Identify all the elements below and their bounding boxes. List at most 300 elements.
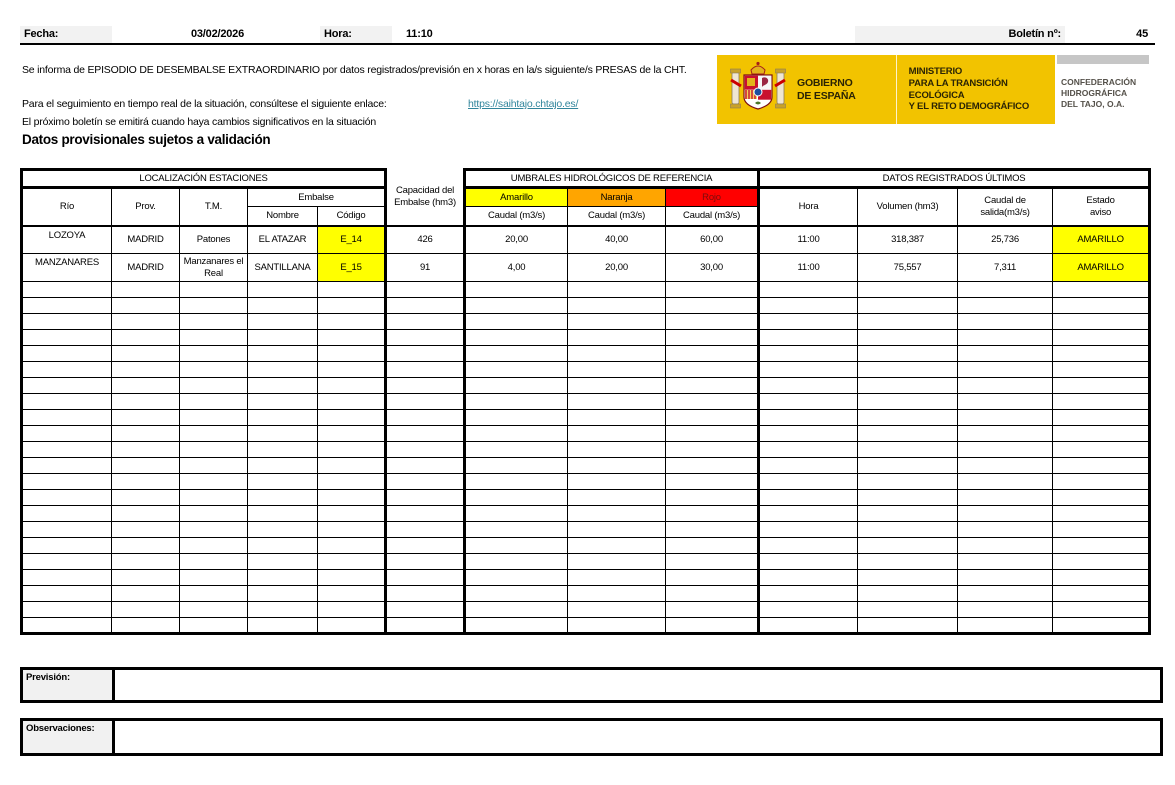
cell-empty bbox=[248, 458, 318, 474]
cell-empty bbox=[759, 602, 858, 618]
cell-empty bbox=[759, 282, 858, 298]
logo-divider bbox=[896, 55, 897, 124]
cell-empty bbox=[568, 362, 666, 378]
cell-empty bbox=[958, 506, 1053, 522]
cell-empty bbox=[112, 458, 180, 474]
cell-empty bbox=[22, 346, 112, 362]
intro-line-2: Para el seguimiento en tiempo real de la situación, consúltese el siguiente enlace: bbox=[22, 98, 387, 110]
col-prov: Prov. bbox=[112, 188, 180, 226]
cell-empty bbox=[568, 586, 666, 602]
cell-empty bbox=[1053, 474, 1150, 490]
cell-empty bbox=[248, 474, 318, 490]
logo-block bbox=[717, 55, 1152, 124]
table-row-empty bbox=[22, 602, 1150, 618]
cell-empty bbox=[759, 410, 858, 426]
table-header-row-1 bbox=[22, 188, 1150, 207]
cell-empty bbox=[112, 474, 180, 490]
cell-empty bbox=[22, 618, 112, 634]
header-divider bbox=[20, 43, 1155, 45]
col-caudal-salida: Caudal de salida(m3/s) bbox=[958, 188, 1053, 226]
status-badge: AMARILLO bbox=[1053, 226, 1150, 254]
table-row-empty bbox=[22, 330, 1150, 346]
cell-empty bbox=[22, 506, 112, 522]
cell-empty bbox=[759, 554, 858, 570]
cell-empty bbox=[568, 458, 666, 474]
cell-empty bbox=[465, 346, 568, 362]
cell-empty bbox=[1053, 362, 1150, 378]
cell-empty bbox=[759, 538, 858, 554]
ministerio-text: MINISTERIO PARA LA TRANSICIÓN ECOLÓGICA Y EL RETO DEMOGRÁFICO bbox=[908, 65, 1030, 113]
band-localizacion: LOCALIZACIÓN ESTACIONES bbox=[22, 170, 386, 188]
cell-empty bbox=[858, 282, 958, 298]
col-naranja: Naranja bbox=[568, 188, 666, 207]
stations-table bbox=[20, 168, 1151, 635]
cell-empty bbox=[318, 570, 386, 586]
cell-empty bbox=[22, 426, 112, 442]
table-row-empty bbox=[22, 506, 1150, 522]
cell-empty bbox=[759, 618, 858, 634]
table-row-empty bbox=[22, 314, 1150, 330]
cell-empty bbox=[386, 330, 465, 346]
col-codigo: Código bbox=[318, 207, 386, 226]
table-row-lozoya bbox=[22, 226, 1150, 254]
cell-empty bbox=[112, 426, 180, 442]
cell-empty bbox=[112, 282, 180, 298]
cell-empty bbox=[666, 298, 759, 314]
cell-empty bbox=[958, 346, 1053, 362]
cell-empty bbox=[386, 362, 465, 378]
cell-empty bbox=[958, 570, 1053, 586]
table-row-empty bbox=[22, 378, 1150, 394]
cell-empty bbox=[465, 410, 568, 426]
cell-empty bbox=[666, 394, 759, 410]
fecha-value: 03/02/2026 bbox=[190, 28, 245, 40]
cell-empty bbox=[666, 474, 759, 490]
cell-empty bbox=[248, 394, 318, 410]
cell-empty bbox=[112, 570, 180, 586]
cell-empty bbox=[180, 490, 248, 506]
spain-coat-of-arms-icon bbox=[729, 60, 787, 119]
table-row-empty bbox=[22, 426, 1150, 442]
cell-empty bbox=[465, 394, 568, 410]
col-capacidad: Capacidad del Embalse (hm3) bbox=[386, 170, 465, 226]
confederacion-block bbox=[1057, 55, 1152, 124]
cell-empty bbox=[318, 330, 386, 346]
cell-empty bbox=[1053, 602, 1150, 618]
cell-empty bbox=[858, 394, 958, 410]
cell-empty bbox=[318, 394, 386, 410]
cell-empty bbox=[958, 394, 1053, 410]
cell-hora: 11:00 bbox=[759, 226, 858, 254]
intro-line-3: El próximo boletín se emitirá cuando haya cambios significativos en la situación bbox=[22, 116, 377, 128]
cell-hora: 11:00 bbox=[759, 254, 858, 282]
table-row-empty bbox=[22, 474, 1150, 490]
cell-empty bbox=[568, 538, 666, 554]
cell-empty bbox=[22, 554, 112, 570]
col-caudal-amarillo: Caudal (m3/s) bbox=[465, 207, 568, 226]
cell-umbral-naranja: 20,00 bbox=[568, 254, 666, 282]
cell-empty bbox=[666, 586, 759, 602]
cell-empty bbox=[22, 410, 112, 426]
cell-empty bbox=[465, 474, 568, 490]
cell-empty bbox=[22, 490, 112, 506]
cell-empty bbox=[958, 442, 1053, 458]
cell-empty bbox=[248, 522, 318, 538]
cell-empty bbox=[248, 506, 318, 522]
cell-empty bbox=[318, 282, 386, 298]
cell-empty bbox=[22, 602, 112, 618]
cell-empty bbox=[318, 522, 386, 538]
cell-empty bbox=[112, 410, 180, 426]
col-volumen: Volumen (hm3) bbox=[858, 188, 958, 226]
cell-empty bbox=[112, 330, 180, 346]
cell-empty bbox=[1053, 426, 1150, 442]
status-badge: AMARILLO bbox=[1053, 254, 1150, 282]
cell-empty bbox=[958, 586, 1053, 602]
col-estado: Estado aviso bbox=[1053, 188, 1150, 226]
cell-empty bbox=[666, 314, 759, 330]
col-amarillo: Amarillo bbox=[465, 188, 568, 207]
cell-empty bbox=[1053, 330, 1150, 346]
cell-empty bbox=[858, 554, 958, 570]
cell-empty bbox=[465, 282, 568, 298]
cell-empty bbox=[958, 378, 1053, 394]
boletin-label: Boletín nº: bbox=[855, 26, 1065, 43]
col-rio: Río bbox=[22, 188, 112, 226]
cell-empty bbox=[386, 378, 465, 394]
observaciones-box bbox=[20, 718, 1163, 756]
cell-empty bbox=[180, 394, 248, 410]
cell-empty bbox=[248, 618, 318, 634]
cell-empty bbox=[666, 346, 759, 362]
cell-empty bbox=[180, 442, 248, 458]
prevision-box bbox=[20, 667, 1163, 703]
cell-empty bbox=[666, 506, 759, 522]
cell-empty bbox=[22, 570, 112, 586]
cell-empty bbox=[1053, 442, 1150, 458]
cell-caudal-salida: 7,311 bbox=[958, 254, 1053, 282]
table-row-empty bbox=[22, 570, 1150, 586]
cell-empty bbox=[958, 362, 1053, 378]
cell-empty bbox=[1053, 570, 1150, 586]
cell-empty bbox=[465, 426, 568, 442]
cell-empty bbox=[759, 474, 858, 490]
gobierno-banner bbox=[717, 55, 1055, 124]
col-tm: T.M. bbox=[180, 188, 248, 226]
cell-empty bbox=[112, 506, 180, 522]
col-embalse: Embalse bbox=[248, 188, 386, 207]
cell-empty bbox=[180, 362, 248, 378]
cell-empty bbox=[386, 458, 465, 474]
cell-empty bbox=[568, 378, 666, 394]
cell-empty bbox=[759, 394, 858, 410]
cell-empty bbox=[22, 282, 112, 298]
cell-empty bbox=[568, 602, 666, 618]
cell-empty bbox=[759, 586, 858, 602]
cell-empty bbox=[180, 410, 248, 426]
cell-umbral-amarillo: 4,00 bbox=[465, 254, 568, 282]
cell-empty bbox=[666, 410, 759, 426]
cell-empty bbox=[568, 554, 666, 570]
table-row-empty bbox=[22, 362, 1150, 378]
cell-tm: Patones bbox=[180, 226, 248, 254]
cell-empty bbox=[666, 490, 759, 506]
cell-empty bbox=[958, 618, 1053, 634]
provisional-heading: Datos provisionales sujetos a validación bbox=[22, 132, 271, 147]
cell-empty bbox=[248, 410, 318, 426]
prevision-label: Previsión: bbox=[23, 670, 115, 700]
cell-tm: Manzanares el Real bbox=[180, 254, 248, 282]
cell-empty bbox=[180, 474, 248, 490]
cell-empty bbox=[318, 602, 386, 618]
cell-empty bbox=[386, 346, 465, 362]
cell-empty bbox=[180, 506, 248, 522]
table-row-empty bbox=[22, 538, 1150, 554]
cell-empty bbox=[666, 458, 759, 474]
cell-umbral-rojo: 30,00 bbox=[666, 254, 759, 282]
cell-empty bbox=[759, 570, 858, 586]
cell-empty bbox=[22, 474, 112, 490]
cell-empty bbox=[112, 362, 180, 378]
cell-empty bbox=[318, 586, 386, 602]
cell-empty bbox=[180, 618, 248, 634]
cell-empty bbox=[386, 506, 465, 522]
cell-empty bbox=[958, 426, 1053, 442]
cell-empty bbox=[180, 570, 248, 586]
cell-empty bbox=[318, 426, 386, 442]
cell-empty bbox=[318, 298, 386, 314]
cell-empty bbox=[248, 346, 318, 362]
cell-empty bbox=[180, 554, 248, 570]
cell-empty bbox=[759, 330, 858, 346]
cell-empty bbox=[666, 426, 759, 442]
cell-umbral-amarillo: 20,00 bbox=[465, 226, 568, 254]
band-umbrales: UMBRALES HIDROLÓGICOS DE REFERENCIA bbox=[465, 170, 759, 188]
cell-empty bbox=[666, 330, 759, 346]
cell-empty bbox=[858, 346, 958, 362]
cell-empty bbox=[180, 458, 248, 474]
cell-nombre: SANTILLANA bbox=[248, 254, 318, 282]
cell-rio: LOZOYA bbox=[22, 226, 112, 254]
cell-empty bbox=[465, 458, 568, 474]
cell-empty bbox=[248, 362, 318, 378]
cell-empty bbox=[759, 506, 858, 522]
cell-empty bbox=[1053, 554, 1150, 570]
cell-empty bbox=[318, 442, 386, 458]
cell-empty bbox=[318, 490, 386, 506]
table-row-empty bbox=[22, 490, 1150, 506]
cell-empty bbox=[318, 554, 386, 570]
cell-empty bbox=[465, 602, 568, 618]
table-row-empty bbox=[22, 458, 1150, 474]
cell-empty bbox=[568, 522, 666, 538]
cell-empty bbox=[386, 490, 465, 506]
cell-empty bbox=[112, 522, 180, 538]
cell-empty bbox=[1053, 618, 1150, 634]
cell-empty bbox=[386, 426, 465, 442]
col-caudal-rojo: Caudal (m3/s) bbox=[666, 207, 759, 226]
cell-rio: MANZANARES bbox=[22, 254, 112, 282]
cell-empty bbox=[666, 602, 759, 618]
cell-empty bbox=[1053, 346, 1150, 362]
cell-empty bbox=[858, 330, 958, 346]
cell-empty bbox=[112, 586, 180, 602]
cell-empty bbox=[386, 410, 465, 426]
cell-empty bbox=[858, 506, 958, 522]
cell-empty bbox=[248, 282, 318, 298]
cell-empty bbox=[248, 426, 318, 442]
cell-empty bbox=[22, 314, 112, 330]
cell-empty bbox=[465, 298, 568, 314]
cell-empty bbox=[465, 330, 568, 346]
cell-empty bbox=[1053, 378, 1150, 394]
cell-empty bbox=[858, 602, 958, 618]
fecha-label: Fecha: bbox=[20, 26, 112, 43]
cell-empty bbox=[248, 554, 318, 570]
gobierno-text: GOBIERNO DE ESPAÑA bbox=[797, 77, 856, 102]
intro-line-1: Se informa de EPISODIO DE DESEMBALSE EXTRAORDINARIO por datos registrados/previsión en x horas en la/s siguiente/s PRESAS de la CHT. bbox=[22, 64, 687, 76]
cell-empty bbox=[858, 298, 958, 314]
cell-empty bbox=[1053, 282, 1150, 298]
confederacion-graybar bbox=[1057, 55, 1149, 64]
cell-empty bbox=[386, 474, 465, 490]
cell-empty bbox=[666, 282, 759, 298]
cell-empty bbox=[1053, 538, 1150, 554]
observaciones-label: Observaciones: bbox=[23, 721, 115, 753]
cell-codigo: E_15 bbox=[318, 254, 386, 282]
cell-empty bbox=[386, 586, 465, 602]
cell-empty bbox=[858, 410, 958, 426]
cell-empty bbox=[465, 554, 568, 570]
cell-empty bbox=[858, 378, 958, 394]
cell-umbral-naranja: 40,00 bbox=[568, 226, 666, 254]
cell-empty bbox=[759, 378, 858, 394]
cell-empty bbox=[248, 602, 318, 618]
cell-empty bbox=[318, 410, 386, 426]
cell-empty bbox=[759, 490, 858, 506]
cell-empty bbox=[1053, 586, 1150, 602]
table-row-empty bbox=[22, 554, 1150, 570]
cell-empty bbox=[568, 506, 666, 522]
cell-empty bbox=[386, 602, 465, 618]
cell-prov: MADRID bbox=[112, 226, 180, 254]
cell-empty bbox=[858, 618, 958, 634]
cell-empty bbox=[248, 314, 318, 330]
table-row-empty bbox=[22, 282, 1150, 298]
cell-empty bbox=[568, 282, 666, 298]
cell-empty bbox=[180, 602, 248, 618]
cell-empty bbox=[386, 554, 465, 570]
cell-empty bbox=[568, 426, 666, 442]
cell-empty bbox=[180, 522, 248, 538]
cell-empty bbox=[318, 458, 386, 474]
cell-empty bbox=[958, 522, 1053, 538]
cell-capacidad: 91 bbox=[386, 254, 465, 282]
cell-umbral-rojo: 60,00 bbox=[666, 226, 759, 254]
saihtajo-link[interactable]: https://saihtajo.chtajo.es/ bbox=[468, 98, 579, 110]
cell-empty bbox=[759, 442, 858, 458]
cell-empty bbox=[318, 378, 386, 394]
cell-empty bbox=[1053, 410, 1150, 426]
cell-empty bbox=[666, 554, 759, 570]
cell-empty bbox=[22, 378, 112, 394]
col-nombre: Nombre bbox=[248, 207, 318, 226]
cell-empty bbox=[858, 458, 958, 474]
cell-empty bbox=[958, 602, 1053, 618]
cell-empty bbox=[22, 442, 112, 458]
cell-empty bbox=[958, 458, 1053, 474]
cell-empty bbox=[858, 490, 958, 506]
table-row-empty bbox=[22, 586, 1150, 602]
table-row-empty bbox=[22, 394, 1150, 410]
cell-empty bbox=[958, 538, 1053, 554]
cell-empty bbox=[465, 538, 568, 554]
cell-empty bbox=[180, 298, 248, 314]
cell-empty bbox=[568, 346, 666, 362]
cell-empty bbox=[465, 362, 568, 378]
boletin-value: 45 bbox=[1136, 28, 1148, 40]
cell-empty bbox=[22, 538, 112, 554]
hora-value: 11:10 bbox=[406, 28, 433, 40]
cell-empty bbox=[112, 378, 180, 394]
cell-empty bbox=[958, 282, 1053, 298]
cell-empty bbox=[1053, 490, 1150, 506]
cell-empty bbox=[386, 538, 465, 554]
cell-empty bbox=[568, 298, 666, 314]
cell-empty bbox=[958, 330, 1053, 346]
cell-empty bbox=[465, 522, 568, 538]
cell-empty bbox=[568, 442, 666, 458]
cell-capacidad: 426 bbox=[386, 226, 465, 254]
cell-empty bbox=[759, 362, 858, 378]
cell-empty bbox=[465, 442, 568, 458]
cell-empty bbox=[568, 570, 666, 586]
cell-empty bbox=[386, 282, 465, 298]
cell-empty bbox=[180, 378, 248, 394]
cell-empty bbox=[318, 362, 386, 378]
cell-empty bbox=[958, 410, 1053, 426]
cell-empty bbox=[318, 346, 386, 362]
cell-empty bbox=[1053, 522, 1150, 538]
table-row-empty bbox=[22, 522, 1150, 538]
cell-empty bbox=[858, 442, 958, 458]
confederacion-text: CONFEDERACIÓN HIDROGRÁFICA DEL TAJO, O.A. bbox=[1061, 77, 1137, 110]
cell-empty bbox=[465, 490, 568, 506]
cell-empty bbox=[112, 314, 180, 330]
table-row-empty bbox=[22, 410, 1150, 426]
cell-empty bbox=[180, 314, 248, 330]
cell-empty bbox=[248, 378, 318, 394]
cell-empty bbox=[958, 554, 1053, 570]
cell-empty bbox=[386, 298, 465, 314]
band-datos: DATOS REGISTRADOS ÚLTIMOS bbox=[759, 170, 1150, 188]
cell-empty bbox=[858, 474, 958, 490]
cell-empty bbox=[666, 570, 759, 586]
cell-caudal-salida: 25,736 bbox=[958, 226, 1053, 254]
cell-empty bbox=[666, 538, 759, 554]
cell-empty bbox=[386, 442, 465, 458]
cell-empty bbox=[958, 474, 1053, 490]
cell-empty bbox=[180, 586, 248, 602]
cell-empty bbox=[180, 330, 248, 346]
cell-empty bbox=[22, 330, 112, 346]
cell-empty bbox=[858, 570, 958, 586]
col-caudal-naranja: Caudal (m3/s) bbox=[568, 207, 666, 226]
cell-empty bbox=[112, 554, 180, 570]
cell-empty bbox=[112, 298, 180, 314]
cell-empty bbox=[465, 378, 568, 394]
cell-empty bbox=[318, 618, 386, 634]
